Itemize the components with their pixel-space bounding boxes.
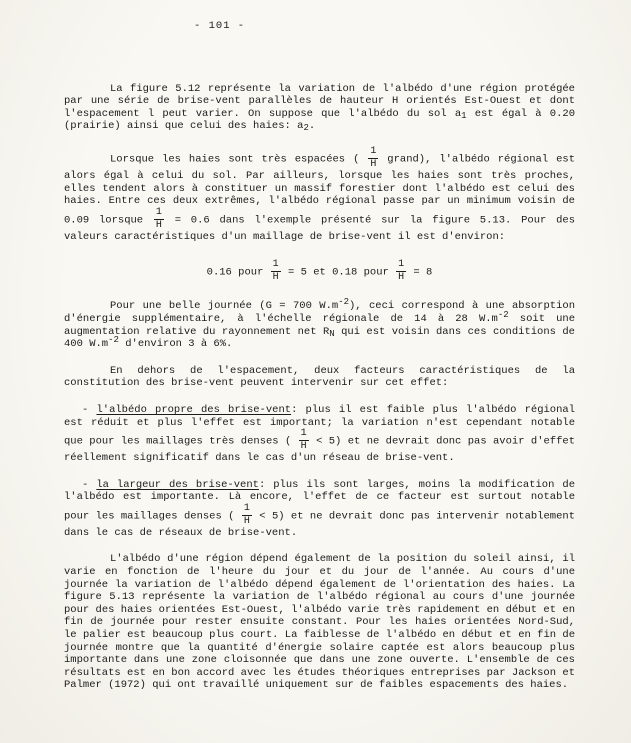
text-segment: soit une augmentation relative du rayonnement net R [64,312,575,338]
paragraph-albedo-propre [64,404,575,465]
fraction-l-over-H [241,504,253,527]
subscript-RN: N [329,328,335,339]
albedo-values-formula [64,260,575,283]
superscript-exponent: -2 [108,335,119,346]
text-segment: d'environ 3 à 6%. [118,338,233,351]
fraction-numerator: 1 [300,428,307,440]
fraction-numerator: 1 [155,206,162,218]
text-segment: La figure 5.12 représente la variation de l'albédo d'une région protégée par une série de brise-vent parallèles de hauteur H orientés Est-Ouest et dont l'espacement l peut varier. On suppose que l'albédo du sol a [64,82,575,120]
fraction-denominator: H [155,219,162,231]
fraction-numerator: 1 [370,145,377,157]
paragraph-factors [64,365,575,390]
text-segment: . [308,120,316,133]
fraction-denominator: H [243,515,250,527]
paragraph-sun-position [64,553,575,692]
text-segment: En dehors de l'espacement, deux facteurs caractéristiques de la constitution des brise-vent peuvent intervenir sur cet effet: [64,364,575,390]
text-segment: qui est voisin dans ces conditions de 400 W.m [64,325,575,351]
fraction-denominator: H [370,158,377,170]
text-segment: < 5) et ne devrait donc pas avoir d'effet réellement significatif dans le cas d'un réseau de brise-vent. [64,435,575,465]
fraction-numerator: 1 [243,502,250,514]
fraction-l-over-H [270,260,282,283]
text-segment: Pour une belle journée (G = 700 W.m [110,300,339,313]
text-segment: - [82,478,97,491]
fraction-denominator: H [272,272,279,284]
fraction-denominator: H [398,272,405,284]
text-segment: = 5 et 0.18 pour [281,266,396,279]
paragraph-intro [64,83,575,133]
subscript-a1: 1 [461,110,467,121]
underlined-term: la largeur des brise-vent [96,478,259,491]
page-number: - 101 - [194,20,246,32]
superscript-exponent: -2 [497,309,509,320]
fraction-numerator: 1 [272,259,279,271]
paragraph-energy [64,297,575,351]
text-segment: grand), l'albédo régional est alors égal à celui du sol. Par ailleurs, lorsque les haies sont très proches, elles tendent alors à constituer un massif forestier dont l'albédo est celui des haies. Entre ces deux extrêmes, l'albédo régional passe par un minimum voisin de 0.09 lorsque [64,153,575,227]
paragraph-largeur [64,479,575,540]
text-segment: : plus ils sont larges, moins la modification de l'albédo est importante. Là encore, l'effet de ce facteur est surtout notable pour les maillages denses ( [64,478,576,523]
text-segment: ), ceci correspond à une absorption d'énergie supplémentaire, à l'échelle régionale de 14 à 28 W.m [64,300,575,325]
text-segment: = 8 [407,266,433,279]
text-segment: = 0.6 dans l'exemple présenté sur la figure 5.13. Pour des valeurs caractéristiques d'un maillage de brise-vent il est d'environ: [64,214,575,243]
subscript-a2: 2 [303,123,309,134]
fraction-l-over-H [298,429,310,452]
text-segment: est égal à 0.20 (prairie) ainsi que celui des haies: a [64,107,575,133]
text-segment: 0.16 pour [206,266,270,279]
fraction-l-over-H [367,147,379,170]
text-segment: L'albédo d'une région dépend également de la position du soleil ainsi, il varie en fonction de l'heure du jour et du jour de l'année. Au cours d'une journée la variation de l'albédo dépend également de l'orientation des haies. La figure 5.13 représente la variation de l'albédo régional au cours d'une journée pour des haies orientées Est-Ouest, l'albédo varie très rapidement en début et en fin de journée pour rester ensuite constant. Pour les haies orientées Nord-Sud, le palier est beaucoup plus court. La faiblesse de l'albédo en début et en fin de journée montre que la quantité d'énergie solaire captée est alors beaucoup plus importante dans une zone cloisonnée que dans une zone ouverte. L'ensemble de ces résultats est en bon accord avec les études théoriques entreprises par Jackson et Palmer (1972) qui ont travaillé uniquement sur de faibles espacements des haies. [64,553,575,692]
text-segment: : plus il est faible plus l'albédo régional est réduit et plus l'effet est important; la variation n'est cependant notable que pour les maillages très denses ( [64,403,576,448]
paragraph-spacing [64,147,575,243]
fraction-numerator: 1 [398,259,405,271]
underlined-term: l'albédo propre des brise-vent [96,403,292,416]
fraction-l-over-H [395,260,407,283]
superscript-exponent: -2 [338,297,349,308]
text-segment: - [82,403,97,416]
fraction-l-over-H [153,208,165,231]
text-segment: Lorsque les haies sont très espacées ( [110,153,368,166]
text-segment: < 5) et ne devrait donc pas intervenir notablement dans le cas de réseaux de brise-vent. [64,510,575,539]
fraction-denominator: H [300,441,307,453]
